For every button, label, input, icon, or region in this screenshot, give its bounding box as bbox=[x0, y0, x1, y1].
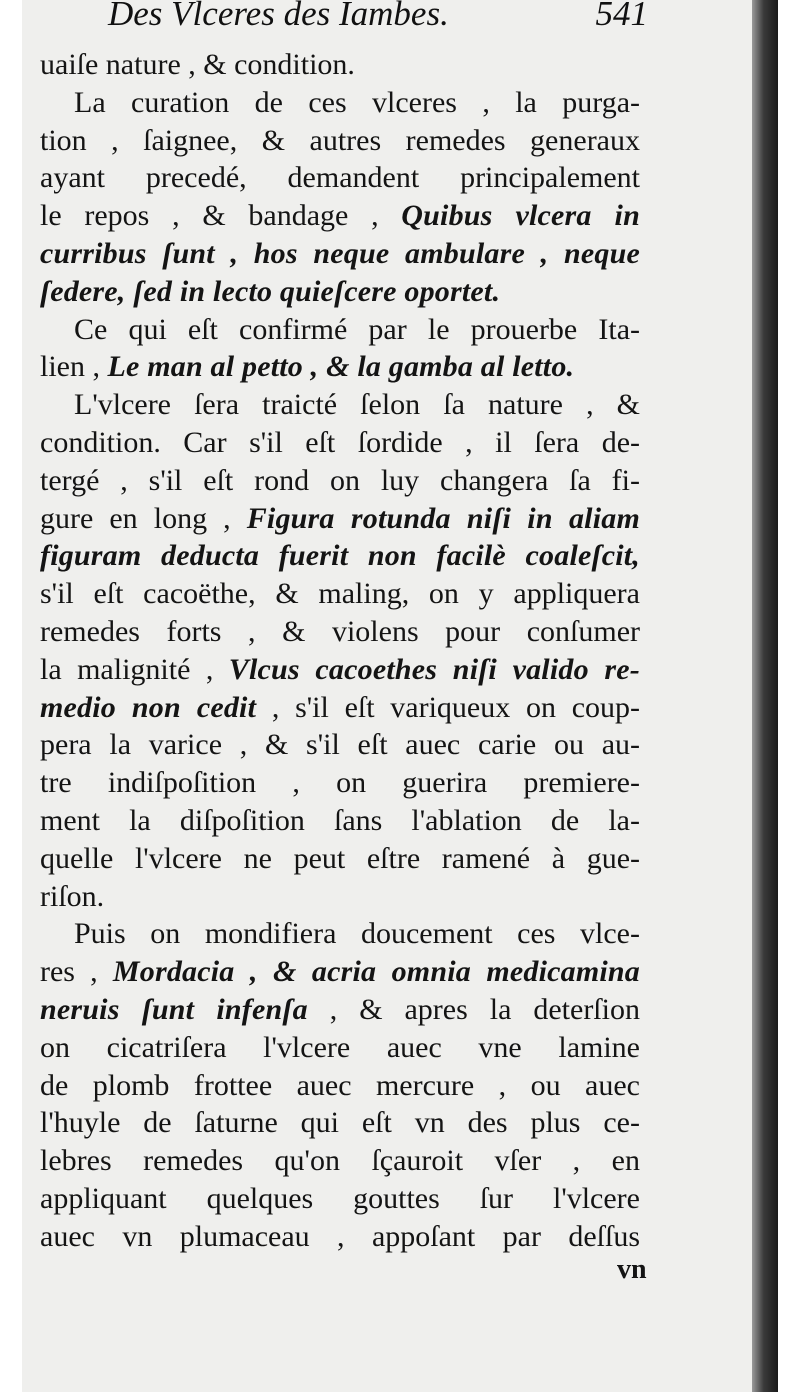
text-line: quelle l'vlcere ne peut eſtre ramené à gue- bbox=[40, 841, 640, 875]
latin-quote: Vlcus cacoethes niſi valido re- bbox=[228, 652, 640, 686]
text-line: la malignité , Vlcus cacoethes niſi valido re- bbox=[40, 652, 640, 686]
text-line: ment la diſpoſition ſans l'ablation de la- bbox=[40, 803, 640, 837]
text-line: tion , ſaignee, & autres remedes generaux bbox=[40, 123, 640, 157]
text-line: de plomb frottee auec mercure , ou auec bbox=[40, 1068, 640, 1102]
text-line: riſon. bbox=[40, 879, 105, 913]
text-line: l'huyle de ſaturne qui eſt vn des plus ce- bbox=[40, 1106, 640, 1140]
text-line: res , Mordacia , & acria omnia medicamina bbox=[40, 955, 641, 989]
text-line: appliquant quelques gouttes ſur l'vlcere bbox=[40, 1181, 640, 1215]
text-line: on cicatriſera l'vlcere auec vne lamine bbox=[40, 1030, 640, 1064]
text-line: pera la varice , & s'il eſt auec carie ou au- bbox=[40, 728, 640, 762]
text-line: le repos , & bandage , Quibus vlcera in bbox=[40, 199, 640, 233]
text-line: curribus ſunt , hos neque ambulare , neque bbox=[40, 236, 640, 270]
body-text bbox=[40, 46, 640, 1256]
text-line: remedes forts , & violens pour conſumer bbox=[40, 614, 640, 648]
text-line: Puis on mondifiera doucement ces vlce- bbox=[74, 917, 640, 951]
book-page bbox=[22, 0, 778, 1392]
text-line: auec vn plumaceau , appoſant par deſſus bbox=[40, 1219, 640, 1253]
italian-proverb: Le man al petto , & la gamba al letto. bbox=[107, 350, 575, 384]
latin-quote: Mordacia , & acria omnia medicamina bbox=[112, 955, 641, 989]
text-line: uaiſe nature , & condition. bbox=[40, 48, 355, 81]
text-line: lien , Le man al petto , & la gamba al letto. bbox=[40, 350, 575, 384]
text-line: L'vlcere ſera traicté ſelon ſa nature , & bbox=[74, 388, 640, 422]
text-line: tre indiſpoſition , on guerira premiere- bbox=[40, 766, 640, 800]
text-line: medio non cedit , s'il eſt variqueux on coup- bbox=[40, 690, 641, 724]
text-line: s'il eſt cacoëthe, & maling, on y appliquera bbox=[40, 577, 640, 611]
latin-quote: Quibus vlcera in bbox=[401, 199, 640, 233]
text-line: gure en long , Figura rotunda niſi in aliam bbox=[40, 501, 640, 535]
page-header bbox=[108, 0, 648, 42]
text-line: lebres remedes qu'on ſçauroit vſer , en bbox=[40, 1144, 640, 1178]
text-line: condition. Car s'il eſt ſordide , il ſera de- bbox=[40, 425, 640, 459]
text-line: Ce qui eſt confirmé par le prouerbe Ita- bbox=[74, 312, 640, 346]
text-line: La curation de ces vlceres , la purga- bbox=[74, 85, 640, 119]
page-number: 541 bbox=[595, 0, 648, 33]
latin-quote: Figura rotunda niſi in aliam bbox=[246, 501, 640, 535]
text-line: ſedere, ſed in lecto quieſcere oportet. bbox=[40, 274, 501, 308]
book-spine-shadow bbox=[752, 0, 778, 1392]
running-title: Des Vlceres des Iambes. bbox=[108, 0, 449, 33]
text-line: tergé , s'il eſt rond on luy changera ſa fi- bbox=[40, 463, 640, 497]
text-line: ayant precedé, demandent principalement bbox=[40, 161, 640, 195]
text-line: neruis ſunt infenſa , & apres la deterſion bbox=[40, 992, 640, 1026]
text-line: figuram deducta fuerit non facilè coaleſcit, bbox=[40, 539, 640, 573]
catchword: vn bbox=[617, 1254, 647, 1285]
